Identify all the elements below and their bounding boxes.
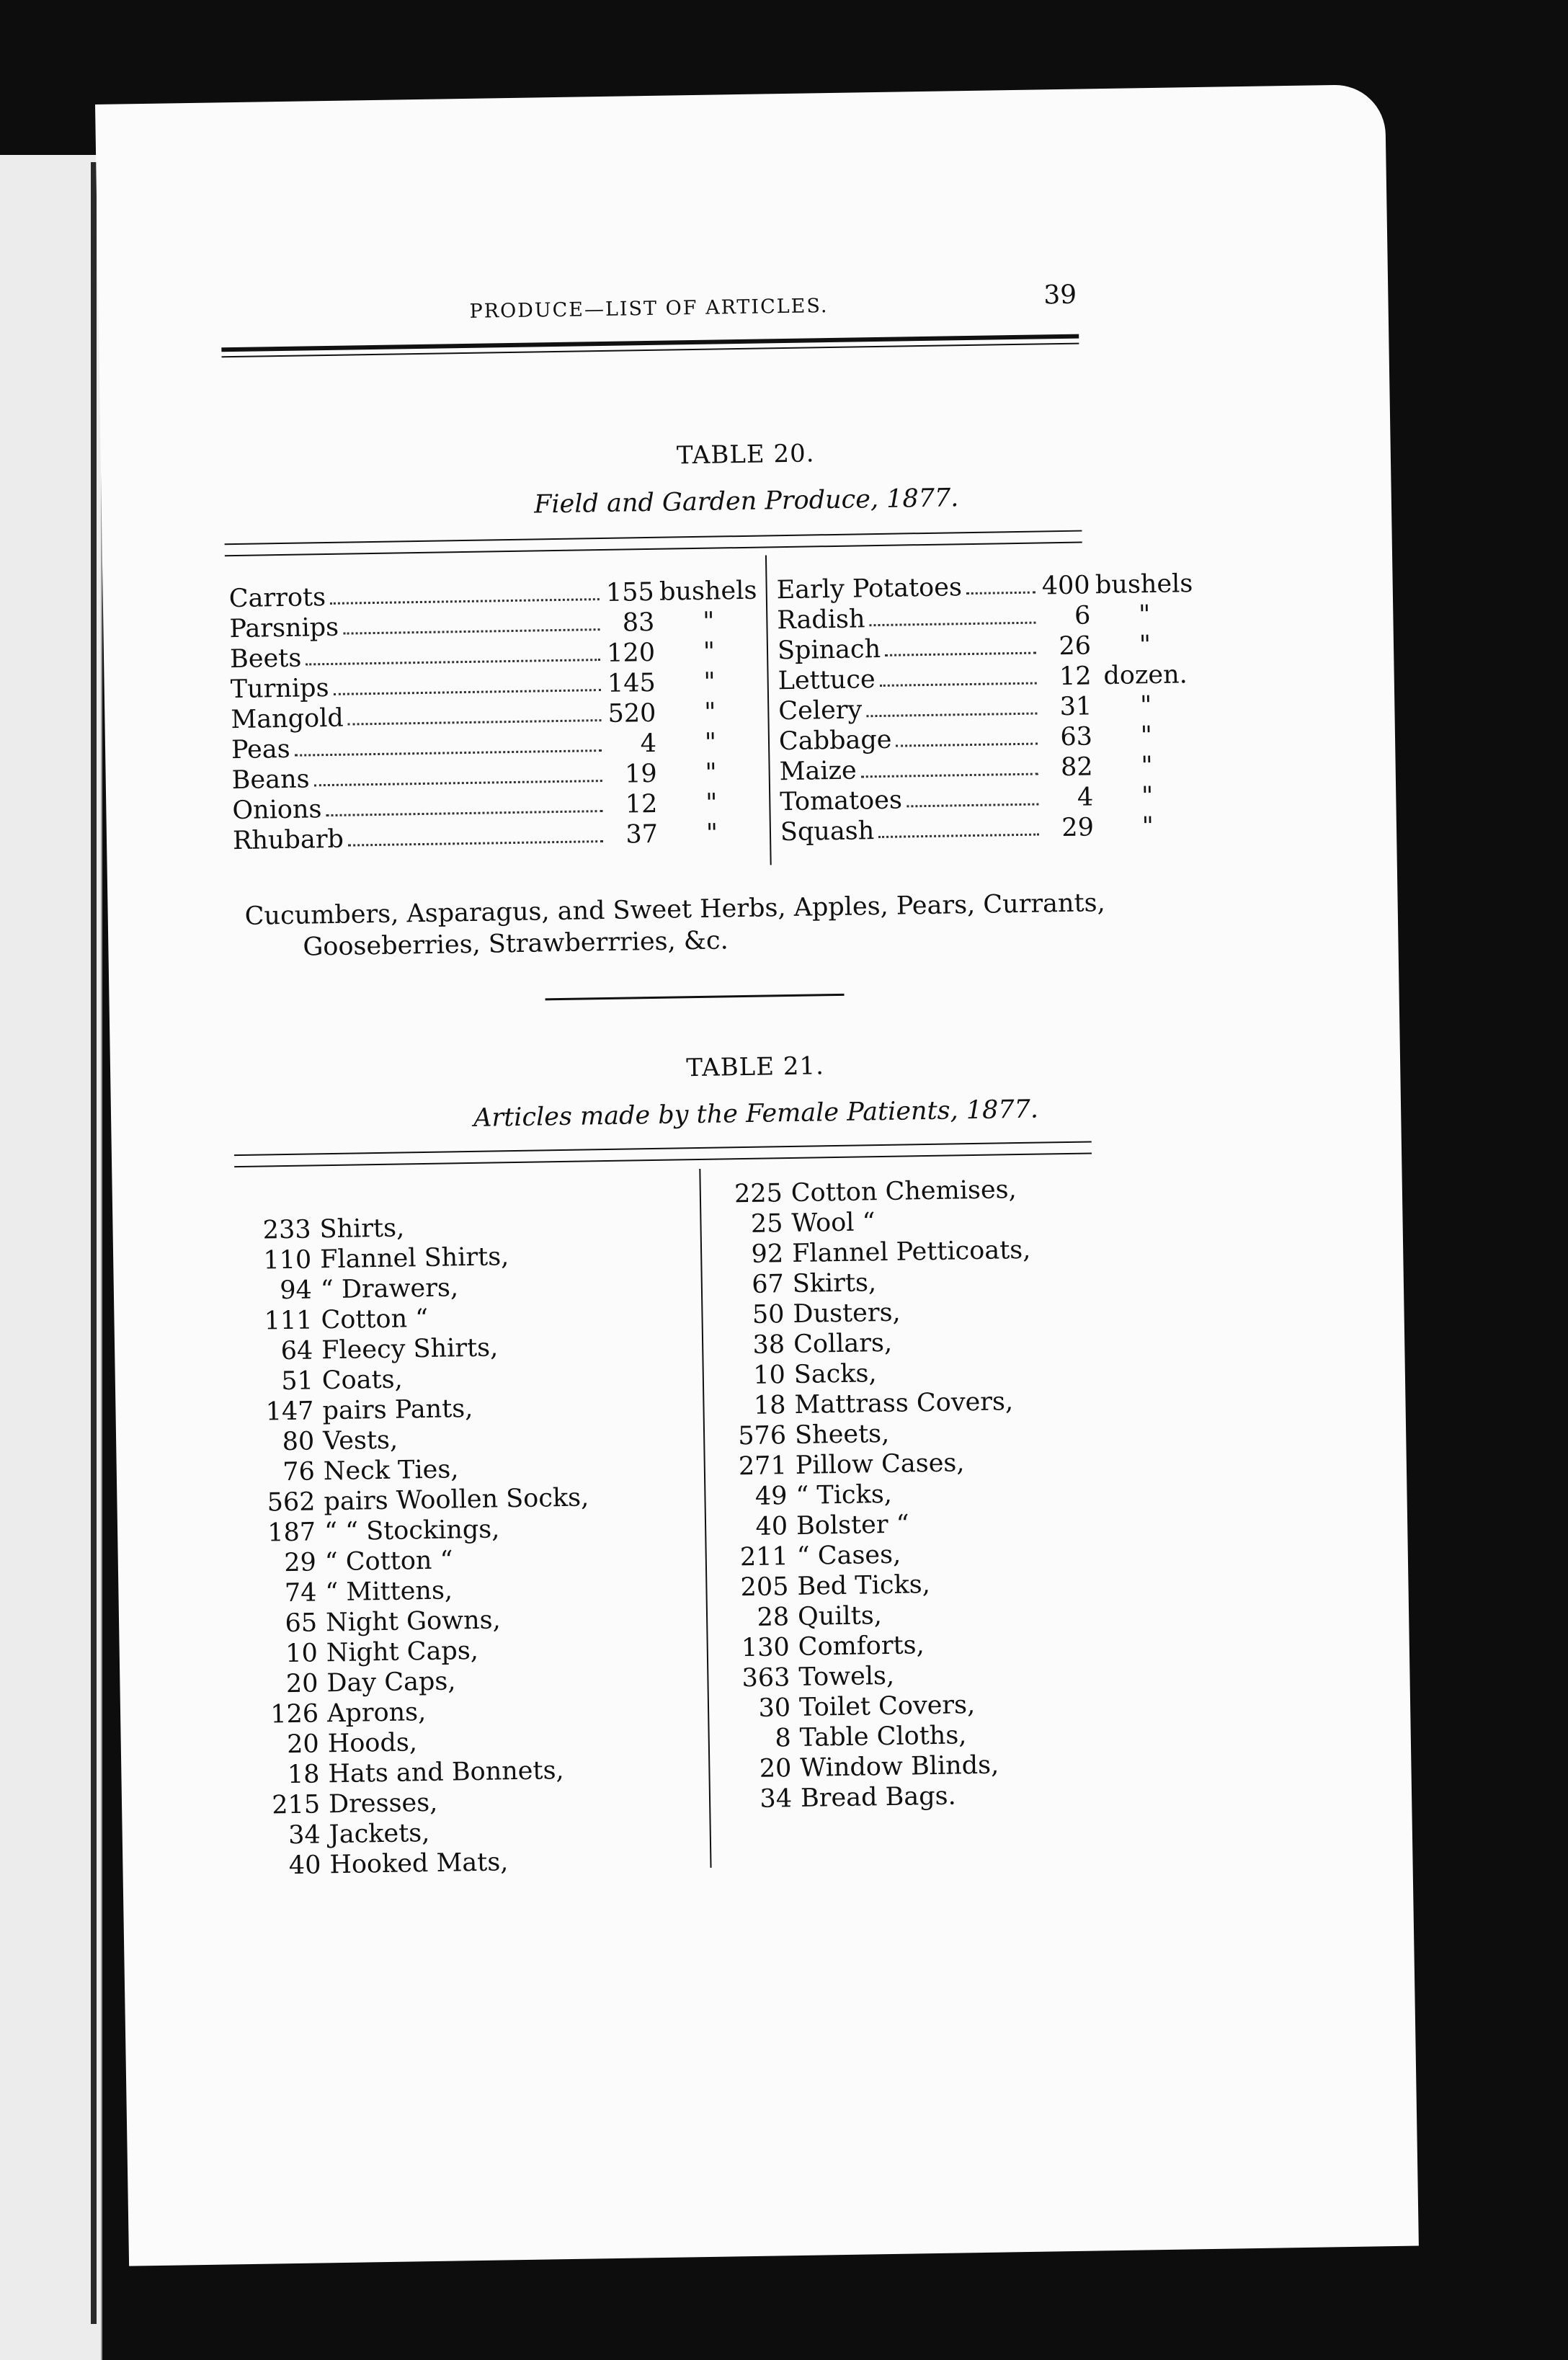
- produce-unit: ": [1138, 600, 1151, 630]
- article-item: [245, 1391, 587, 1427]
- article-item: [723, 1780, 1040, 1815]
- produce-name: Mangold: [231, 703, 344, 735]
- article-count: 64: [280, 1336, 313, 1366]
- article-name: Coats,: [321, 1365, 404, 1396]
- produce-quantity: 82: [1060, 752, 1093, 783]
- article-name: Hats and Bonnets,: [328, 1756, 564, 1789]
- produce-name: Turnips: [230, 674, 329, 705]
- produce-unit: ": [703, 637, 716, 667]
- article-name: “ Cotton “: [324, 1546, 453, 1577]
- article-item: [242, 1211, 584, 1246]
- table21-subtitle: Articles made by the Female Patients, 1877.: [473, 1095, 1039, 1133]
- article-name: “ “ Stockings,: [324, 1515, 500, 1547]
- article-item: [251, 1755, 593, 1790]
- article-name: Day Caps,: [326, 1667, 456, 1698]
- article-count: 233: [262, 1215, 311, 1245]
- article-name: Mattrass Covers,: [794, 1387, 1014, 1420]
- article-name: Window Blinds,: [800, 1750, 999, 1783]
- dot-leader: [866, 693, 1038, 718]
- produce-unit: ": [703, 698, 716, 727]
- article-count: 20: [285, 1669, 318, 1699]
- dot-leader: [294, 729, 602, 757]
- produce-quantity: 6: [1074, 601, 1091, 631]
- produce-name: Tomatoes: [780, 785, 903, 817]
- article-count: 8: [775, 1724, 792, 1753]
- left-page-edge: [0, 155, 102, 2360]
- binding-gutter: [91, 162, 97, 2324]
- article-count: 67: [751, 1270, 785, 1299]
- article-count: 225: [734, 1179, 783, 1209]
- article-name: Bed Ticks,: [797, 1570, 931, 1601]
- produce-quantity: 63: [1060, 722, 1093, 752]
- produce-unit: ": [1141, 812, 1154, 842]
- running-head: PRODUCE—LIST OF ARTICLES.: [469, 295, 829, 323]
- produce-name: Celery: [778, 695, 863, 726]
- article-name: Sacks,: [793, 1359, 877, 1389]
- article-item: [718, 1417, 1034, 1452]
- article-item: [243, 1241, 585, 1276]
- article-item: [721, 1629, 1037, 1664]
- article-count: 29: [283, 1548, 317, 1578]
- article-count: 211: [739, 1542, 789, 1572]
- article-count: 18: [753, 1391, 786, 1420]
- article-item: [714, 1205, 1030, 1240]
- table20-subtitle: Field and Garden Produce, 1877.: [533, 484, 959, 520]
- article-item: [244, 1271, 586, 1306]
- produce-name: Radish: [777, 605, 865, 636]
- article-count: 76: [282, 1457, 316, 1487]
- article-item: [717, 1386, 1033, 1422]
- produce-quantity: 145: [607, 668, 656, 698]
- produce-quantity: 83: [622, 607, 655, 638]
- produce-row: [780, 811, 1203, 847]
- article-name: pairs Woollen Socks,: [324, 1483, 589, 1517]
- article-item: [714, 1175, 1030, 1210]
- article-count: 110: [263, 1245, 312, 1275]
- article-item: [722, 1689, 1038, 1724]
- article-item: [245, 1361, 587, 1397]
- article-name: Table Cloths,: [799, 1721, 967, 1753]
- produce-name: Cabbage: [778, 725, 892, 757]
- produce-quantity: 155: [605, 577, 655, 607]
- produce-unit: dozen.: [1103, 660, 1188, 691]
- article-name: Sheets,: [794, 1419, 890, 1450]
- produce-quantity: 37: [625, 819, 659, 850]
- table21-right-list: [714, 1175, 1040, 1815]
- article-count: 80: [282, 1427, 315, 1457]
- article-count: 34: [760, 1784, 793, 1814]
- article-count: 49: [754, 1482, 788, 1511]
- produce-quantity: 4: [640, 729, 657, 759]
- produce-name: Beans: [231, 765, 310, 796]
- dot-leader: [966, 571, 1035, 595]
- produce-quantity: 120: [606, 638, 656, 668]
- section-divider: [545, 994, 845, 1001]
- article-item: [716, 1326, 1033, 1361]
- produce-unit: ": [703, 667, 716, 697]
- article-item: [244, 1301, 586, 1337]
- article-name: Flannel Petticoats,: [791, 1235, 1031, 1269]
- article-item: [721, 1659, 1038, 1694]
- article-name: “ Ticks,: [796, 1479, 893, 1510]
- article-count: 40: [755, 1512, 788, 1541]
- table20-note-line2: Gooseberries, Strawberrries, &c.: [303, 926, 729, 962]
- article-name: pairs Pants,: [322, 1394, 473, 1426]
- article-count: 271: [738, 1451, 788, 1482]
- dot-leader: [885, 632, 1036, 656]
- article-count: 10: [752, 1361, 786, 1390]
- dot-leader: [306, 638, 600, 665]
- article-item: [249, 1664, 592, 1699]
- produce-unit: ": [705, 819, 718, 848]
- produce-name: Spinach: [777, 634, 881, 666]
- article-item: [244, 1332, 587, 1367]
- produce-quantity: 19: [624, 759, 658, 789]
- article-name: Shirts,: [319, 1214, 405, 1244]
- article-item: [252, 1845, 594, 1881]
- article-name: Hooked Mats,: [329, 1848, 509, 1880]
- article-name: Collars,: [793, 1328, 893, 1359]
- table21-left-list: [242, 1211, 594, 1882]
- produce-quantity: 31: [1059, 692, 1092, 722]
- article-name: “ Cases,: [796, 1540, 901, 1571]
- article-count: 130: [741, 1633, 790, 1663]
- table21-rule-top: [234, 1141, 1092, 1156]
- article-item: [248, 1543, 590, 1578]
- dot-leader: [313, 760, 602, 786]
- table20-rule-top2: [225, 542, 1082, 557]
- dot-leader: [896, 723, 1038, 747]
- produce-name: Onions: [232, 795, 322, 826]
- article-count: 363: [741, 1663, 790, 1693]
- table20-left-column: [228, 576, 766, 857]
- article-item: [246, 1452, 589, 1487]
- article-name: Dusters,: [793, 1298, 901, 1329]
- article-count: 562: [267, 1487, 316, 1518]
- article-item: [250, 1724, 592, 1760]
- produce-name: Lettuce: [778, 665, 876, 696]
- article-item: [716, 1296, 1032, 1331]
- article-count: 28: [757, 1603, 790, 1632]
- produce-unit: ": [704, 728, 717, 757]
- article-name: Cotton Chemises,: [790, 1175, 1017, 1208]
- produce-unit: ": [1141, 752, 1153, 781]
- produce-name: Early Potatoes: [776, 573, 963, 605]
- dot-leader: [860, 753, 1038, 778]
- article-count: 147: [265, 1397, 314, 1427]
- article-count: 126: [270, 1699, 319, 1729]
- article-name: Vests,: [322, 1425, 398, 1456]
- article-item: [718, 1447, 1034, 1482]
- produce-name: Maize: [779, 756, 858, 787]
- article-name: Flannel Shirts,: [319, 1242, 509, 1275]
- dot-leader: [326, 790, 602, 816]
- article-count: 30: [758, 1693, 791, 1723]
- article-name: Cotton “: [321, 1304, 429, 1335]
- dot-leader: [906, 783, 1039, 808]
- article-name: “ Drawers,: [320, 1273, 459, 1305]
- article-name: Wool “: [791, 1208, 876, 1239]
- produce-unit: ": [1139, 631, 1152, 660]
- article-count: 20: [759, 1754, 792, 1784]
- article-item: [716, 1356, 1033, 1391]
- produce-name: Beets: [229, 644, 302, 674]
- table21-divider: [699, 1169, 711, 1868]
- article-name: Fleecy Shirts,: [321, 1333, 499, 1366]
- dot-leader: [333, 669, 601, 695]
- article-name: Neck Ties,: [323, 1455, 459, 1487]
- dot-leader: [330, 578, 600, 605]
- article-name: Dresses,: [328, 1788, 438, 1820]
- produce-unit: ": [703, 607, 715, 636]
- table20-note-line1: Cucumbers, Asparagus, and Sweet Herbs, Apples, Pears, Currants,: [244, 889, 1106, 931]
- article-count: 65: [285, 1608, 318, 1639]
- table21-rule-top2: [234, 1152, 1092, 1167]
- article-item: [715, 1235, 1031, 1270]
- article-item: [722, 1719, 1038, 1755]
- article-count: 205: [740, 1572, 789, 1603]
- produce-unit: ": [705, 758, 718, 788]
- dot-leader: [878, 814, 1039, 838]
- article-count: 92: [751, 1239, 784, 1269]
- dot-leader: [348, 820, 604, 847]
- article-name: “ Mittens,: [325, 1576, 453, 1608]
- produce-unit: ": [1140, 721, 1153, 751]
- produce-quantity: 29: [1061, 813, 1095, 843]
- article-item: [723, 1750, 1039, 1785]
- produce-quantity: 4: [1077, 783, 1094, 812]
- page-number: 39: [1043, 280, 1077, 311]
- article-item: [248, 1573, 590, 1608]
- article-name: Night Gowns,: [325, 1606, 502, 1638]
- article-count: 576: [738, 1421, 787, 1451]
- produce-quantity: 400: [1041, 571, 1090, 601]
- produce-unit: ": [1139, 691, 1152, 721]
- article-count: 50: [752, 1300, 785, 1330]
- article-count: 34: [288, 1820, 321, 1851]
- article-count: 111: [264, 1306, 313, 1336]
- article-name: Skirts,: [792, 1268, 877, 1299]
- article-name: Quilts,: [797, 1601, 883, 1631]
- dot-leader: [879, 662, 1037, 687]
- article-item: [246, 1482, 589, 1518]
- produce-unit: bushels: [659, 576, 757, 607]
- article-item: [250, 1694, 592, 1729]
- article-count: 25: [750, 1209, 783, 1239]
- produce-unit: ": [1141, 782, 1154, 811]
- article-item: [721, 1598, 1037, 1634]
- article-item: [716, 1265, 1032, 1301]
- article-name: Toilet Covers,: [798, 1691, 976, 1722]
- article-item: [251, 1785, 594, 1820]
- produce-name: Rhubarb: [232, 824, 344, 856]
- article-count: 51: [281, 1366, 314, 1397]
- produce-quantity: 12: [1059, 662, 1092, 692]
- article-name: Bread Bags.: [800, 1781, 956, 1813]
- article-count: 187: [267, 1518, 316, 1548]
- article-count: 38: [752, 1330, 785, 1360]
- dot-leader: [347, 699, 601, 726]
- produce-quantity: 520: [607, 698, 656, 729]
- article-item: [720, 1568, 1036, 1603]
- produce-unit: bushels: [1095, 569, 1193, 600]
- article-name: Aprons,: [326, 1698, 427, 1729]
- table21-title: TABLE 21.: [685, 1051, 825, 1083]
- article-count: 74: [284, 1578, 317, 1608]
- article-name: Hoods,: [327, 1728, 418, 1759]
- article-item: [718, 1477, 1035, 1513]
- table20-title: TABLE 20.: [676, 439, 815, 471]
- article-item: [246, 1422, 588, 1457]
- article-item: [249, 1634, 591, 1669]
- produce-name: Carrots: [228, 583, 326, 614]
- article-count: 40: [288, 1851, 321, 1881]
- article-name: Night Caps,: [326, 1636, 479, 1668]
- article-name: Pillow Cases,: [795, 1448, 965, 1480]
- article-count: 10: [285, 1639, 318, 1669]
- produce-unit: ": [705, 788, 718, 818]
- article-name: Towels,: [798, 1661, 895, 1692]
- article-name: Comforts,: [798, 1631, 925, 1662]
- article-item: [251, 1815, 594, 1851]
- article-count: 215: [271, 1790, 321, 1820]
- produce-quantity: 26: [1059, 631, 1092, 662]
- produce-quantity: 12: [625, 789, 658, 819]
- article-name: Jackets,: [329, 1819, 430, 1850]
- book-page: [95, 84, 1419, 2266]
- dot-leader: [343, 608, 600, 635]
- article-item: [249, 1603, 591, 1639]
- article-item: [247, 1513, 589, 1548]
- table20-rule-top: [225, 530, 1082, 546]
- article-name: Bolster “: [796, 1510, 909, 1541]
- table20-right-column: [776, 569, 1202, 847]
- article-count: 18: [287, 1760, 320, 1790]
- article-count: 94: [280, 1275, 313, 1306]
- produce-name: Parsnips: [229, 613, 339, 644]
- article-item: [719, 1538, 1035, 1573]
- produce-name: Squash: [780, 816, 875, 847]
- table20-divider: [765, 555, 772, 865]
- dot-leader: [869, 602, 1035, 627]
- produce-name: Peas: [231, 734, 290, 765]
- article-item: [719, 1508, 1035, 1543]
- article-count: 20: [286, 1729, 320, 1760]
